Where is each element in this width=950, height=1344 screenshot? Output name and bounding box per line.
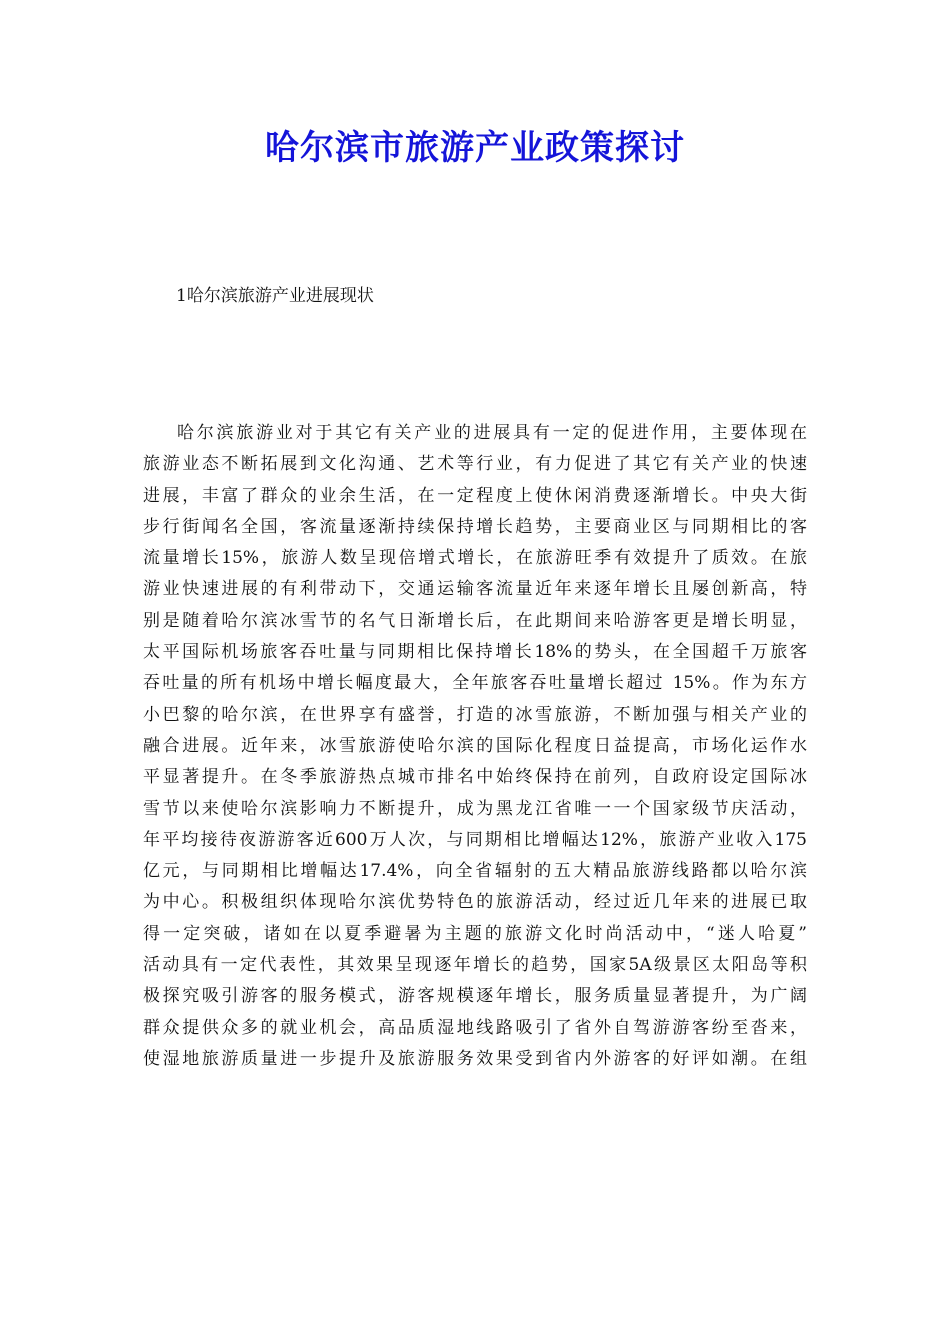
paragraph-line: 为中心。积极组织体现哈尔滨优势特色的旅游活动，经过近几年来的进展已取 [143,892,807,913]
paragraph-line: 得一定突破，诸如在以夏季避暑为主题的旅游文化时尚活动中，“迷人哈夏” [143,923,807,944]
paragraph-line: 融合进展。近年来，冰雪旅游使哈尔滨的国际化程度日益提高，市场化运作水 [143,735,807,756]
paragraph-line: 群众提供众多的就业机会，高品质湿地线路吸引了省外自驾游游客纷至沓来， [143,1017,807,1038]
paragraph-line: 小巴黎的哈尔滨，在世界享有盛誉，打造的冰雪旅游，不断加强与相关产业的 [143,704,807,725]
document-title: 哈尔滨市旅游产业政策探讨 [265,128,685,168]
paragraph-line: 吞吐量的所有机场中增长幅度最大，全年旅客吞吐量增长超过 15%。作为东方 [143,673,807,694]
paragraph-line: 哈尔滨旅游业对于其它有关产业的进展具有一定的促进作用，主要体现在 [177,423,807,443]
paragraph-line: 进展，丰富了群众的业余生活，在一定程度上使休闲消费逐渐增长。中央大街 [143,485,807,506]
paragraph-line: 太平国际机场旅客吞吐量与同期相比保持增长18%的势头，在全国超千万旅客 [143,642,807,663]
paragraph-line: 极探究吸引游客的服务模式，游客规模逐年增长，服务质量显著提升，为广阔 [143,986,807,1007]
paragraph-line: 流量增长15%，旅游人数呈现倍增式增长，在旅游旺季有效提升了质效。在旅 [143,548,807,569]
paragraph-line: 旅游业态不断拓展到文化沟通、艺术等行业，有力促进了其它有关产业的快速 [143,454,807,475]
paragraph-line: 雪节以来使哈尔滨影响力不断提升，成为黑龙江省唯一一个国家级节庆活动， [143,798,807,819]
paragraph-line: 年平均接待夜游游客近600万人次，与同期相比增幅达12%，旅游产业收入175 [143,829,807,850]
paragraph-line: 亿元，与同期相比增幅达17.4%，向全省辐射的五大精品旅游线路都以哈尔滨 [143,861,807,882]
paragraph-line: 步行街闻名全国，客流量逐渐持续保持增长趋势，主要商业区与同期相比的客 [143,516,807,537]
paragraph-line: 游业快速进展的有利带动下，交通运输客流量近年来逐年增长且屡创新高，特 [143,579,807,600]
paragraph-line: 活动具有一定代表性，其效果呈现逐年增长的趋势，国家5A级景区太阳岛等积 [143,955,807,976]
paragraph-line: 平显著提升。在冬季旅游热点城市排名中始终保持在前列，自政府设定国际冰 [143,767,807,788]
paragraph-line: 使湿地旅游质量进一步提升及旅游服务效果受到省内外游客的好评如潮。在组 [143,1048,807,1069]
paragraph-line: 别是随着哈尔滨冰雪节的名气日渐增长后，在此期间来哈游客更是增长明显， [143,610,807,631]
body-paragraph [143,418,807,1075]
section-heading: 1哈尔滨旅游产业进展现状 [176,286,374,306]
